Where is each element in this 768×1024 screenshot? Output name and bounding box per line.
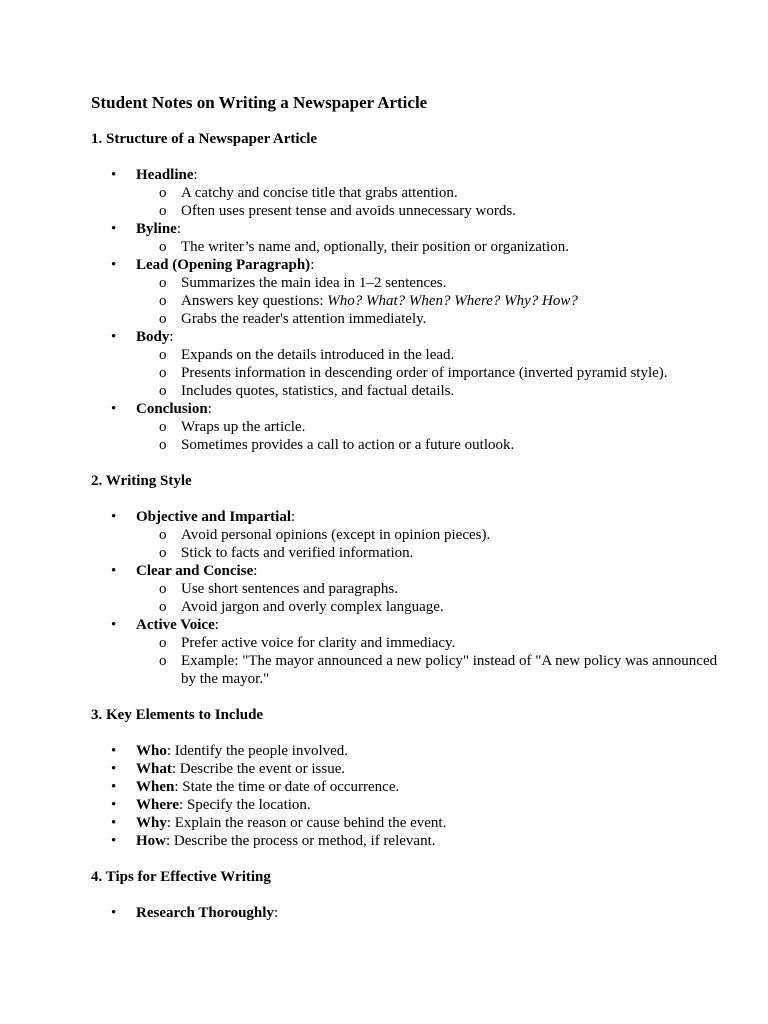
- circle-bullet-icon: o: [159, 653, 167, 669]
- list-item-what: • What: Describe the event or issue.: [111, 761, 346, 777]
- circle-bullet-icon: o: [159, 419, 167, 435]
- section-heading-key-elements: 3. Key Elements to Include: [91, 707, 264, 723]
- bullet-icon: •: [111, 743, 117, 759]
- list-item-byline: • Byline: o The writer’s name and, optionally, their position or organization.: [91, 220, 728, 256]
- list-item-why: • Why: Explain the reason or cause behind the event.: [111, 815, 447, 831]
- bullet-icon: •: [111, 401, 117, 417]
- bullet-icon: •: [111, 905, 117, 921]
- list-item-headline: • Headline: o A catchy and concise title that grabs attention. o Often uses present tense and avoids unnecessary words.: [91, 166, 728, 220]
- bullet-icon: •: [111, 257, 117, 273]
- sub-item: o Example: "The mayor announced a new policy" instead of "A new policy was announced by the mayor.": [159, 653, 718, 687]
- sub-item: o Prefer active voice for clarity and immediacy.: [159, 635, 456, 651]
- bullet-icon: •: [111, 167, 117, 183]
- circle-bullet-icon: o: [159, 239, 167, 255]
- term-label: Body: [136, 329, 170, 345]
- term-label: Clear and Concise: [136, 563, 254, 579]
- circle-bullet-icon: o: [159, 347, 167, 363]
- bullet-icon: •: [111, 221, 117, 237]
- list-item-body: • Body: o Expands on the details introduced in the lead. o Presents information in descending order of importance (inverted pyramid style). o Includes quotes, statistics, and factual details.: [91, 328, 728, 400]
- bullet-icon: •: [111, 509, 117, 525]
- sub-item: o Summarizes the main idea in 1–2 sentences.: [159, 275, 447, 291]
- sub-item: o A catchy and concise title that grabs attention.: [159, 185, 458, 201]
- list-item-objective: • Objective and Impartial: o Avoid personal opinions (except in opinion pieces). o Stick to facts and verified information.: [91, 508, 728, 562]
- list-item-clear: • Clear and Concise: o Use short sentences and paragraphs. o Avoid jargon and overly complex language.: [91, 562, 728, 616]
- circle-bullet-icon: o: [159, 599, 167, 615]
- sub-item: o Wraps up the article.: [159, 419, 306, 435]
- bullet-icon: •: [111, 833, 117, 849]
- bullet-icon: •: [111, 617, 117, 633]
- term-label: Byline: [136, 221, 177, 237]
- circle-bullet-icon: o: [159, 527, 167, 543]
- list-item-active-voice: • Active Voice: o Prefer active voice for clarity and immediacy. o Example: "The mayor announced a new policy" instead of "A new policy was announced by the mayor.": [91, 616, 728, 688]
- sub-item: o Often uses present tense and avoids unnecessary words.: [159, 203, 516, 219]
- list-item-conclusion: • Conclusion: o Wraps up the article. o Sometimes provides a call to action or a future outlook.: [91, 400, 728, 454]
- circle-bullet-icon: o: [159, 365, 167, 381]
- term-label: Lead (Opening Paragraph): [136, 257, 311, 273]
- sub-item: o Avoid jargon and overly complex language.: [159, 599, 444, 615]
- bullet-icon: •: [111, 329, 117, 345]
- circle-bullet-icon: o: [159, 545, 167, 561]
- circle-bullet-icon: o: [159, 635, 167, 651]
- list-item-lead: • Lead (Opening Paragraph): o Summarizes the main idea in 1–2 sentences. o Answers key questions: Who? What? When? Where? Why? How? o Grabs the reader's attention immediately.: [91, 256, 728, 328]
- sub-item: o Presents information in descending order of importance (inverted pyramid style).: [159, 365, 668, 381]
- circle-bullet-icon: o: [159, 383, 167, 399]
- sub-item: o Use short sentences and paragraphs.: [159, 581, 399, 597]
- circle-bullet-icon: o: [159, 293, 167, 309]
- section-heading-structure: 1. Structure of a Newspaper Article: [91, 131, 318, 147]
- bullet-icon: •: [111, 779, 117, 795]
- sub-item: o The writer’s name and, optionally, their position or organization.: [159, 239, 569, 255]
- bullet-icon: •: [111, 761, 117, 777]
- term-label: Conclusion: [136, 401, 208, 417]
- sub-item: o Grabs the reader's attention immediately.: [159, 311, 427, 327]
- sub-item: o Expands on the details introduced in the lead.: [159, 347, 455, 363]
- tips-list: [91, 904, 728, 922]
- sub-item: o Avoid personal opinions (except in opinion pieces).: [159, 527, 491, 543]
- term-label: Objective and Impartial: [136, 509, 291, 525]
- structure-list: [91, 166, 728, 454]
- key-elements-list: [91, 742, 728, 850]
- circle-bullet-icon: o: [159, 437, 167, 453]
- circle-bullet-icon: o: [159, 311, 167, 327]
- term-label: Headline: [136, 167, 194, 183]
- document-title: Student Notes on Writing a Newspaper Article: [91, 93, 428, 112]
- bullet-icon: •: [111, 797, 117, 813]
- writing-style-list: [91, 508, 728, 688]
- circle-bullet-icon: o: [159, 185, 167, 201]
- sub-item: o Stick to facts and verified information.: [159, 545, 414, 561]
- circle-bullet-icon: o: [159, 581, 167, 597]
- bullet-icon: •: [111, 563, 117, 579]
- section-heading-writing-style: 2. Writing Style: [91, 473, 192, 489]
- circle-bullet-icon: o: [159, 275, 167, 291]
- term-label: Active Voice: [136, 617, 215, 633]
- circle-bullet-icon: o: [159, 203, 167, 219]
- list-item-research: • Research Thoroughly:: [111, 905, 279, 921]
- section-heading-tips: 4. Tips for Effective Writing: [91, 869, 271, 885]
- key-questions: Who? What? When? Where? Why? How?: [327, 293, 578, 309]
- sub-item: o Includes quotes, statistics, and factual details.: [159, 383, 455, 399]
- list-item-where: • Where: Specify the location.: [111, 797, 311, 813]
- bullet-icon: •: [111, 815, 117, 831]
- sub-item: o Sometimes provides a call to action or a future outlook.: [159, 437, 515, 453]
- sub-item: o Answers key questions: Who? What? When? Where? Why? How?: [159, 293, 578, 309]
- list-item-when: • When: State the time or date of occurrence.: [111, 779, 400, 795]
- list-item-how: • How: Describe the process or method, if relevant.: [111, 833, 436, 849]
- list-item-who: • Who: Identify the people involved.: [111, 743, 349, 759]
